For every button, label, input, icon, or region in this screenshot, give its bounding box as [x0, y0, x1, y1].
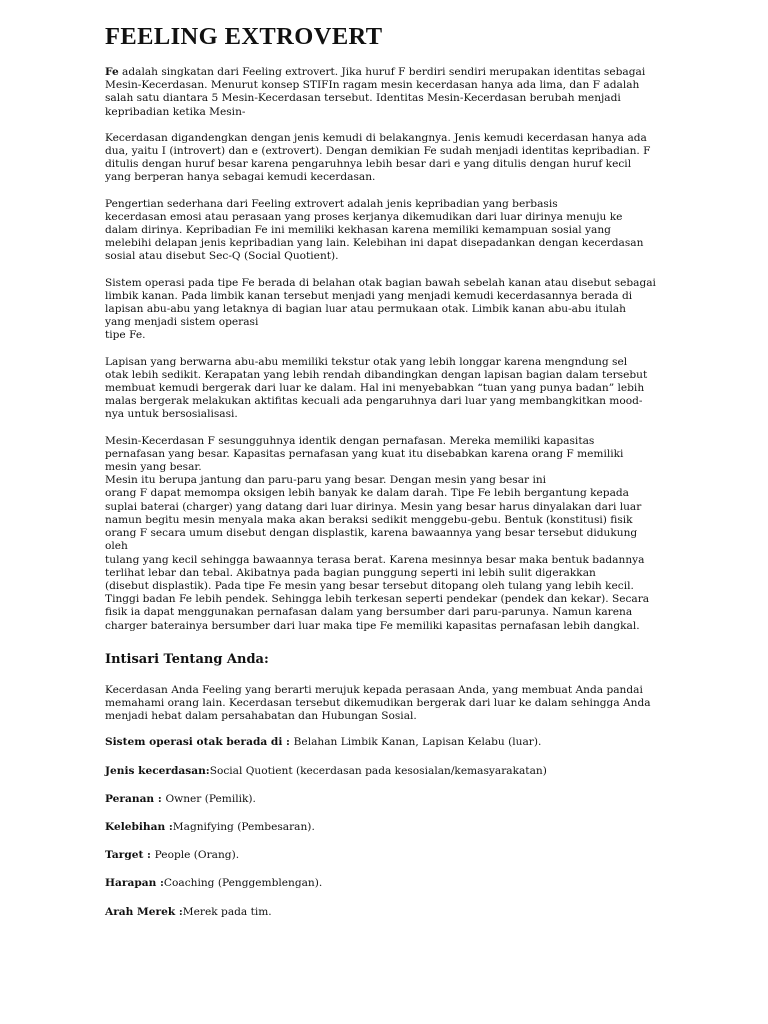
- summary-paragraph: [105, 684, 717, 724]
- profile-field: [105, 821, 717, 834]
- field-label: Jenis kecerdasan:: [105, 764, 210, 777]
- paragraph-line: dua, yaitu I (introvert) dan e (extrovert). Dengan demikian Fe sudah menjadi identitas kepribadian. F: [105, 145, 651, 158]
- section-subheading: Intisari Tentang Anda:: [105, 651, 269, 667]
- profile-field: [105, 849, 717, 862]
- summary-line: menjadi hebat dalam persahabatan dan Hubungan Sosial.: [105, 710, 417, 723]
- body-paragraph: [105, 132, 717, 185]
- paragraph-line: (disebut displastik). Pada tipe Fe mesin yang besar tersebut ditopang oleh tulang yang lebih kecil.: [105, 579, 634, 592]
- profile-fields: [105, 736, 717, 918]
- profile-field: [105, 793, 717, 806]
- paragraph-line: nya untuk bersosialisasi.: [105, 408, 238, 421]
- paragraph-line: fisik ia dapat menggunakan pernafasan dalam yang bersumber dari paru-parunya. Namun karena: [105, 606, 633, 619]
- summary-line: memahami orang lain. Kecerdasan tersebut dikemudikan bergerak dari luar ke dalam sehingga Anda: [105, 696, 651, 709]
- field-value: Belahan Limbik Kanan, Lapisan Kelabu (luar).: [293, 736, 542, 749]
- field-label: Harapan :: [105, 877, 164, 890]
- field-value: Owner (Pemilik).: [165, 792, 256, 805]
- document-page: [105, 22, 717, 934]
- body-paragraph: [105, 356, 717, 422]
- paragraph-line: terlihat lebar dan tebal. Akibatnya pada bagian punggung seperti ini lebih sulit digerakkan: [105, 566, 596, 579]
- field-value: People (Orang).: [154, 849, 240, 862]
- paragraph-line: Sistem operasi pada tipe Fe berada di belahan otak bagian bawah sebelah kanan atau disebut sebagai: [105, 276, 656, 289]
- field-value: Merek pada tim.: [182, 905, 272, 918]
- paragraph-line: malas bergerak melakukan aktifitas kecuali ada pengaruhnya dari luar yang membangkitkan mood-: [105, 395, 643, 408]
- paragraph-line: orang F secara umum disebut dengan displastik, karena bawaannya yang besar tersebut didukung: [105, 527, 638, 540]
- paragraph-line: yang menjadi sistem operasi: [105, 316, 259, 329]
- body-paragraph: [105, 277, 717, 343]
- profile-field: [105, 906, 717, 919]
- paragraph-line: kecerdasan emosi atau perasaan yang proses kerjanya dikemudikan dari luar dirinya menuju ke: [105, 210, 623, 223]
- paragraph-line: orang F dapat memompa oksigen lebih banyak ke dalam darah. Tipe Fe lebih bergantung kepada: [105, 487, 629, 500]
- field-value: Social Quotient (kecerdasan pada kesosialan/kemasyarakatan): [209, 764, 547, 777]
- profile-field: [105, 765, 717, 778]
- document-title: FEELING EXTROVERT: [105, 23, 383, 50]
- paragraph-line: limbik kanan. Pada limbik kanan tersebut menjadi yang menjadi kemudi kecerdasannya berada di: [105, 289, 633, 302]
- paragraph-line: oleh: [105, 540, 128, 553]
- paragraph-line: Pengertian sederhana dari Feeling extrovert adalah jenis kepribadian yang berbasis: [105, 197, 558, 210]
- field-label: Arah Merek :: [105, 905, 183, 918]
- paragraph-line: Tinggi badan Fe lebih pendek. Sehingga lebih terkesan seperti pendekar (pendek dan kekar). Secara: [105, 593, 650, 606]
- intro-line: Mesin-Kecerdasan. Menurut konsep STIFIn ragam mesin kecerdasan hanya ada lima, dan F adalah: [105, 79, 640, 92]
- profile-field: [105, 877, 717, 890]
- intro-lead: Fe: [105, 66, 119, 78]
- intro-line: [105, 66, 717, 79]
- paragraph-line: Kecerdasan digandengkan dengan jenis kemudi di belakangnya. Jenis kemudi kecerdasan hanya ada: [105, 131, 647, 144]
- body-paragraph: [105, 198, 717, 264]
- body-paragraph: [105, 435, 717, 633]
- paragraph-line: sosial atau disebut Sec-Q (Social Quotient).: [105, 250, 339, 263]
- profile-field: [105, 736, 717, 749]
- paragraph-line: pernafasan yang besar. Kapasitas pernafasan yang kuat itu disebabkan karena orang F memiliki: [105, 447, 624, 460]
- body-paragraphs: [105, 132, 717, 633]
- paragraph-line: Lapisan yang berwarna abu-abu memiliki tekstur otak yang lebih longgar karena mengndung sel: [105, 355, 628, 368]
- paragraph-line: suplai baterai (charger) yang datang dari luar dirinya. Mesin yang besar harus dinyalakan dari luar: [105, 500, 642, 513]
- intro-line: salah satu diantara 5 Mesin-Kecerdasan tersebut. Identitas Mesin-Kecerdasan berubah menjadi: [105, 92, 621, 105]
- summary-line: Kecerdasan Anda Feeling yang berarti merujuk kepada perasaan Anda, yang membuat Anda pandai: [105, 683, 643, 696]
- intro-line: kepribadian ketika Mesin-: [105, 105, 246, 118]
- paragraph-line: tulang yang kecil sehingga bawaannya terasa berat. Karena mesinnya besar maka bentuk badannya: [105, 553, 645, 566]
- field-value: Magnifying (Pembesaran).: [172, 820, 315, 833]
- paragraph-line: lapisan abu-abu yang letaknya di bagian luar atau permukaan otak. Limbik kanan abu-abu itulah: [105, 303, 626, 316]
- paragraph-line: yang berperan hanya sebagai kemudi kecerdasan.: [105, 171, 376, 184]
- paragraph-line: Mesin-Kecerdasan F sesungguhnya identik dengan pernafasan. Mereka memiliki kapasitas: [105, 434, 595, 447]
- intro-paragraph: [105, 66, 717, 119]
- field-label: Peranan :: [105, 792, 166, 805]
- field-label: Sistem operasi otak berada di :: [105, 736, 294, 749]
- field-value: Coaching (Penggemblengan).: [163, 877, 323, 890]
- paragraph-line: mesin yang besar.: [105, 461, 202, 474]
- paragraph-line: tipe Fe.: [105, 329, 146, 342]
- field-label: Kelebihan :: [105, 820, 173, 833]
- paragraph-line: membuat kemudi bergerak dari luar ke dalam. Hal ini menyebabkan “tuan yang punya badan” lebih: [105, 382, 645, 395]
- paragraph-line: charger baterainya bersumber dari luar maka tipe Fe memiliki kapasitas pernafasan lebih dangkal.: [105, 619, 640, 632]
- field-label: Target :: [105, 849, 155, 862]
- paragraph-line: otak lebih sedikit. Kerapatan yang lebih rendah dibandingkan dengan lapisan bagian dalam tersebut: [105, 368, 648, 381]
- paragraph-line: Mesin itu berupa jantung dan paru-paru yang besar. Dengan mesin yang besar ini: [105, 474, 547, 487]
- paragraph-line: melebihi delapan jenis kepribadian yang lain. Kelebihan ini dapat disepadankan dengan kecerdasan: [105, 237, 644, 250]
- paragraph-line: namun begitu mesin menyala maka akan beraksi sedikit menggebu-gebu. Bentuk (konstitusi) fisik: [105, 513, 633, 526]
- paragraph-line: ditulis dengan huruf besar karena pengaruhnya lebih besar dari e yang ditulis dengan huruf kecil: [105, 158, 632, 171]
- intro-line-text: adalah singkatan dari Feeling extrovert. Jika huruf F berdiri sendiri merupakan identitas sebagai: [118, 66, 646, 78]
- paragraph-line: dalam dirinya. Kepribadian Fe ini memiliki kekhasan karena memiliki kemampuan sosial yang: [105, 224, 611, 237]
